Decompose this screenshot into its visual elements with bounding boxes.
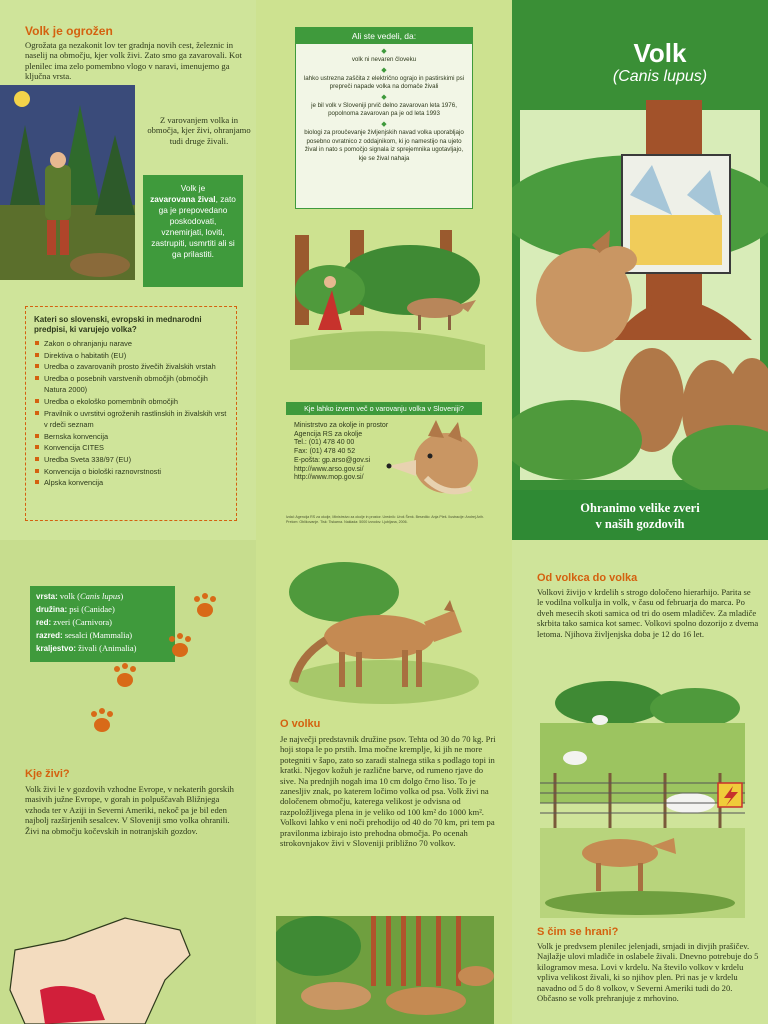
box-bold: zavarovana žival [150, 194, 216, 204]
diamond-bullet-icon: ◆ [381, 120, 387, 128]
taxonomy-value: zveri (Carnivora) [53, 617, 113, 627]
taxonomy-label: kraljestvo: [36, 644, 77, 653]
food-text: Volk je predvsem plenilec jelenjadi, srnjadi in divjih prašičev. Najlažje ulovi mladiče in oslabele živali. Dnevno potrebuje do 5 kilogramov mesa. Lovi v krdelu. Na število volkov v krdelu vpliva velikost živali, ki so njihov plen. Pri nas je v krdelu navadno od 5 do 8 volkov, v Severni Ameriki tudi do 20. Občasno se volk prehranjuje z mrhovino. [537, 941, 759, 1004]
lifecycle-panel [512, 540, 768, 1024]
cub-text: Volkovi živijo v krdelih s strogo določeno hierarhijo. Parita se le vodilna volkulja in volk, v času od februarja do marca. Po dveh mesecih skoti samica od tri do osem mladičev. Za mladiče skrbita tako samica kot samec. Volkovi spolno dozorijo z dvema letoma. Njihova življenjska doba je 12 do 16 let. [537, 587, 759, 639]
slovenia-map [5, 910, 195, 1024]
contact-line: Fax: (01) 478 40 52 [294, 448, 356, 456]
law-item: Konvencija CITES [34, 442, 228, 454]
where-heading: Kje živi? [25, 768, 70, 780]
law-item: Uredba o posebnih varstvenih območjih (območjih Natura 2000) [34, 373, 228, 396]
wolf-head-illustration [386, 418, 486, 503]
laws-title: Kateri so slovenski, evropski in mednarodni predpisi, ki varujejo volka? [34, 315, 202, 334]
law-item: Pravilnik o uvrstitvi ogroženih rastlinskih in živalskih vrst v rdeči seznam [34, 408, 228, 431]
fact-item: je bil volk v Sloveniji prvič delno zavarovan leta 1976, popolnoma zavarovan pa je od leta 1993 [311, 101, 457, 118]
diamond-bullet-icon: ◆ [381, 48, 387, 55]
about-heading: O volku [280, 718, 321, 730]
credits-text: Izdal: Agencija RS za okolje, Ministrstvo za okolje in prostor. Urednik: Uroš Šenk. Besedilo: Anja Pleš. Ilustracije: Andrej Arih. Prelom: Oblikovanje. Tisk: Tiskarna. Naklada: 5000 izvodov. Ljubljana, 2006. [286, 515, 484, 524]
cover-panel [512, 0, 768, 540]
taxonomy-tail: ) [120, 591, 124, 601]
slogan-line-2: v naših gozdovih [595, 517, 685, 531]
taxonomy-label: red: [36, 618, 52, 627]
taxonomy-value: živali (Animalia) [78, 643, 137, 653]
fact-item: lahko ustrezna zaščita z električno ograjo in pastirskimi psi prepreči napade volka na domače živali [303, 74, 465, 91]
deer-hunt-illustration [276, 916, 494, 1024]
cub-heading: Od volkca do volka [537, 572, 638, 584]
fact-item: volk ni nevaren človeku [351, 56, 417, 63]
diamond-bullet-icon: ◆ [381, 93, 387, 101]
forest-man-illustration [0, 85, 140, 285]
cover-title: Volk [633, 38, 687, 68]
wolf-standing-illustration [284, 562, 484, 707]
did-you-know-list [296, 44, 472, 169]
taxonomy-value: sesalci (Mammalia) [64, 630, 133, 640]
box-post: , zato ga je prepovedano poskodovati, vznemirjati, loviti, zastrupiti, usmrtiti ali si ga prilastiti. [151, 194, 236, 259]
law-item: Konvencija o biološki raznovrstnosti [34, 466, 228, 478]
laws-list [34, 338, 228, 489]
threat-panel [0, 0, 256, 540]
law-item: Uredba o zavarovanih prosto živečih živalskih vrstah [34, 361, 228, 373]
taxonomy-label: družina: [36, 605, 68, 614]
red-riding-hood-illustration [290, 230, 485, 370]
law-item: Direktiva o habitatih (EU) [34, 350, 228, 362]
contact-line: Agencija RS za okolje [294, 430, 363, 438]
sheep-fence-illustration [540, 678, 745, 918]
protect-text: Z varovanjem volka in območja, kjer živi, ohranjamo tudi druge živali. [147, 115, 251, 146]
box-pre: Volk je [180, 183, 206, 193]
contact-line: Tel.: (01) 478 40 00 [294, 439, 355, 447]
law-item: Uredba o ekološko pomembnih območjih [34, 396, 228, 408]
taxonomy-latin: Canis lupus [80, 591, 121, 601]
contact-line[interactable]: http://www.mop.gov.si/ [294, 474, 364, 482]
taxonomy-value: psi (Canidae) [69, 604, 115, 614]
contact-line[interactable]: http://www.arso.gov.si/ [294, 465, 364, 473]
taxonomy-value: volk ( [59, 591, 80, 601]
paw-prints-illustration [80, 585, 230, 745]
slogan-line-1: Ohranimo velike zveri [580, 501, 700, 515]
habitat-panel [0, 540, 256, 1024]
threat-heading: Volk je ogrožen [25, 24, 113, 38]
cover-subtitle: (Canis lupus) [612, 68, 708, 85]
about-panel [256, 540, 512, 1024]
facts-panel [256, 0, 512, 540]
where-text: Volk živi le v gozdovih vzhodne Evrope, v nekaterih gorskih masivih južne Evrope, v gorah in polpuščavah Bližnjega vzhoda ter v Aziji in Severni Ameriki, nekoč pa je bil eden najbolj razširjenih sesalcev. V Sloveniji smo volka ohranili. Živi na območju kočevskih in notranjskih gozdov. [25, 784, 234, 836]
law-item: Uredba Sveta 338/97 (EU) [34, 454, 228, 466]
cover-slogan [512, 494, 768, 540]
taxonomy-label: vrsta: [36, 592, 58, 601]
did-you-know-title: Ali ste vedeli, da: [296, 28, 472, 44]
law-item: Zakon o ohranjanju narave [34, 338, 228, 350]
contact-line[interactable]: E-pošta: gp.arso@gov.si [294, 456, 371, 464]
diamond-bullet-icon: ◆ [381, 66, 387, 74]
laws-box [25, 306, 237, 521]
contact-line: Ministrstvo za okolje in prostor [294, 422, 389, 429]
did-you-know-box [295, 27, 473, 209]
protected-animal-box [143, 175, 243, 287]
threat-intro: Ogrožata ga nezakonit lov ter gradnja novih cest, železnic in naselij na območju, kjer volk živi. Zato smo ga zavarovali. Kot plenilec ima zelo pomembno vlogo v naravi, imenujemo ga ključna vrsta. [25, 40, 242, 82]
taxonomy-label: razred: [36, 631, 63, 640]
about-text: Je največji predstavnik družine psov. Tehta od 30 do 70 kg. Pri hoji stopa le po prstih. Ima močne kremplje, ki jih ne more potegniti v šapo, zato so zaradi stalnega stika s podlago topi in kratki. Njegov kožuh je različne barve, od rumeno rjave do sive. Na prednjih nogah ima 10 cm dolgo črno liso. To je zanesljiv znak, po katerem ločimo volka od psa. Volk živi na določenem območju, katerega velikost je odvisna od razpoložljivega plena in je veliko od 100 km² do 1000 km². Volkovi lahko v eni noči prehodijo od 40 do 70 km, pri tem pa pravilonma izbirajo isto prehodna območja. Po ocenah strokovnjakov živi v Sloveniji približno 70 volkov. [280, 734, 496, 849]
law-item: Bernska konvencija [34, 431, 228, 443]
food-heading: S čim se hrani? [537, 926, 619, 938]
law-item: Alpska konvencija [34, 477, 228, 489]
fact-item: biologi za proučevanje življenjskih navad volka uporabljajo posebno ovratnico z oddajnikom, ki jo namestijo na ujeto žival in nato s pomočjo signala iz sprejemnika ugotavljajo, kje se žival nahaja [304, 128, 464, 162]
more-info-title: Kje lahko izvem več o varovanju volka v Sloveniji? [286, 402, 482, 415]
